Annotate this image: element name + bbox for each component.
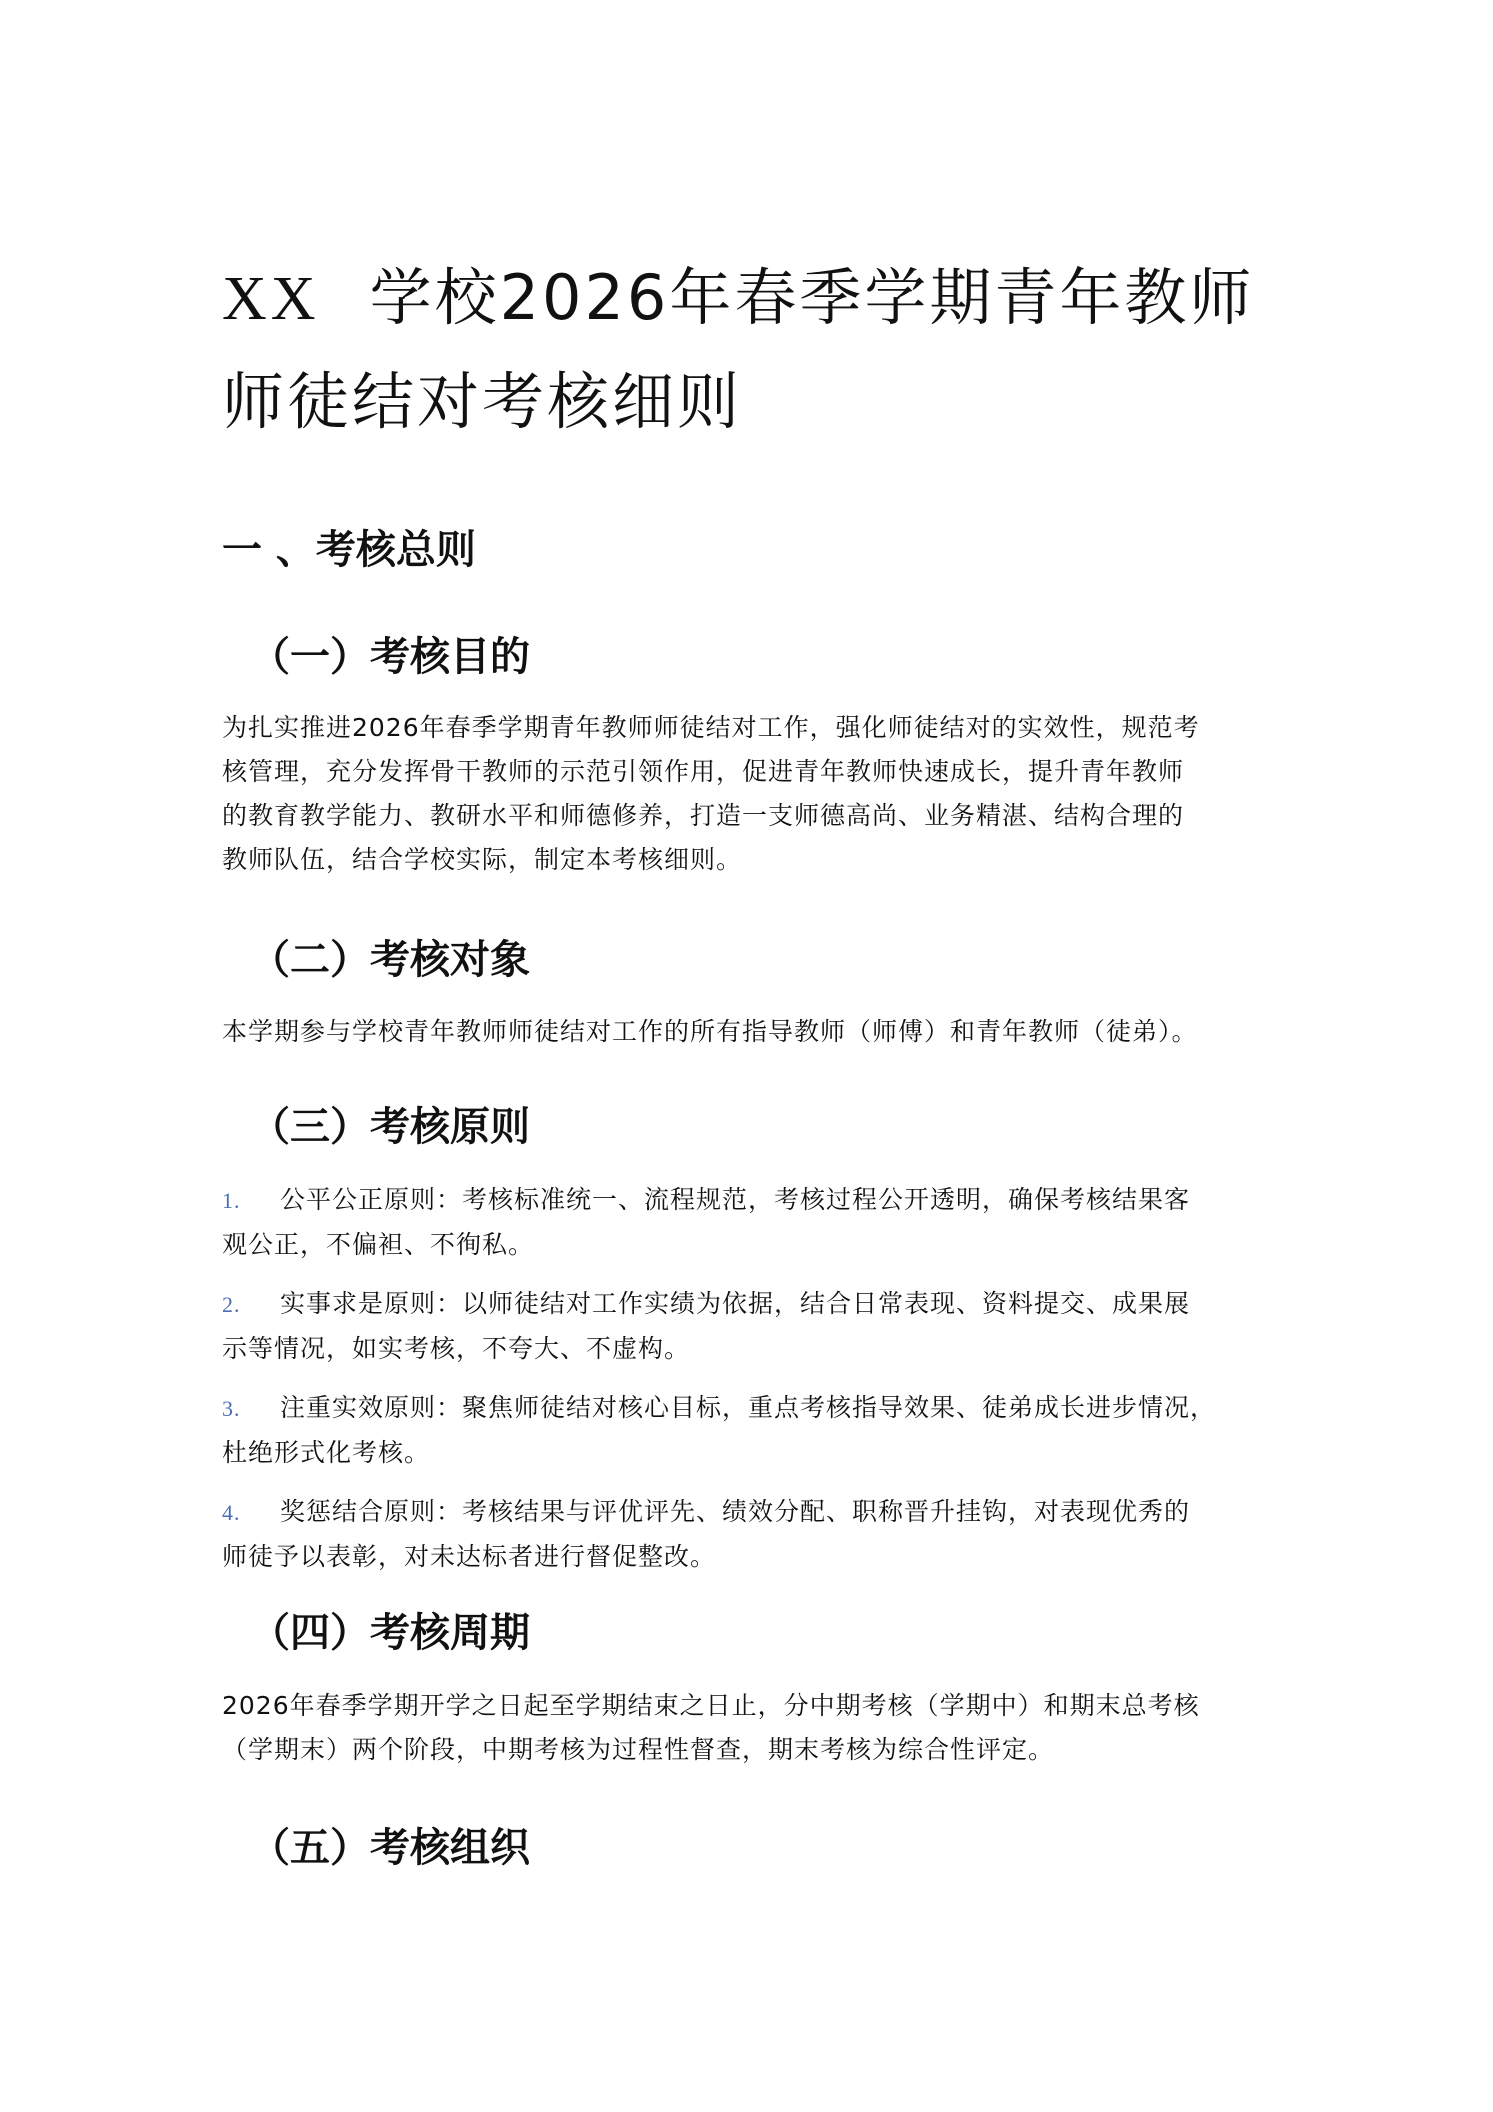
list-item-text: 注重实效原则：聚焦师徒结对核心目标，重点考核指导效果、徒弟成长进步情况， xyxy=(280,1393,1217,1422)
section-heading-general: 一 、考核总则 xyxy=(222,527,476,573)
list-number: 4. xyxy=(222,1500,241,1525)
list-item-text-continued: 示等情况，如实考核，不夸大、不虚构。 xyxy=(222,1334,691,1363)
list-item-text-continued: 师徒予以表彰，对未达标者进行督促整改。 xyxy=(222,1542,717,1571)
paragraph-line: （学期末）两个阶段，中期考核为过程性督查，期末考核为综合性评定。 xyxy=(222,1735,1055,1764)
subsection-heading-target: （二）考核对象 xyxy=(250,937,530,983)
paragraph-line: 的教育教学能力、教研水平和师德修养，打造一支师德高尚、业务精湛、结构合理的 xyxy=(222,801,1185,830)
paragraph-line: 为扎实推进2026年春季学期青年教师师徒结对工作，强化师徒结对的实效性，规范考 xyxy=(222,713,1200,742)
list-item-text-continued: 杜绝形式化考核。 xyxy=(222,1438,431,1467)
title-prefix: XX xyxy=(222,265,320,333)
principle-item-2 xyxy=(222,1282,1282,1371)
title-text-line-1: 学校2026年春季学期青年教师 xyxy=(369,261,1255,334)
subsection-heading-purpose: （一）考核目的 xyxy=(250,634,530,680)
list-number: 3. xyxy=(222,1396,241,1421)
principle-item-1 xyxy=(222,1178,1282,1267)
list-number: 2. xyxy=(222,1292,241,1317)
list-number: 1. xyxy=(222,1188,241,1213)
list-item-text: 公平公正原则：考核标准统一、流程规范，考核过程公开透明，确保考核结果客 xyxy=(280,1185,1191,1214)
subsection-heading-principles: （三）考核原则 xyxy=(250,1104,530,1150)
principle-item-4 xyxy=(222,1490,1282,1579)
paragraph-line: 教师队伍，结合学校实际，制定本考核细则。 xyxy=(222,845,743,874)
paragraph-line: 本学期参与学校青年教师师徒结对工作的所有指导教师（师傅）和青年教师（徒弟）。 xyxy=(222,1017,1198,1046)
subsection-heading-period: （四）考核周期 xyxy=(250,1610,530,1656)
list-item-text: 实事求是原则：以师徒结对工作实绩为依据，结合日常表现、资料提交、成果展 xyxy=(280,1289,1191,1318)
paragraph-line: 核管理，充分发挥骨干教师的示范引领作用，促进青年教师快速成长，提升青年教师 xyxy=(222,757,1185,786)
subsection-heading-organization: （五）考核组织 xyxy=(250,1825,530,1871)
target-paragraph xyxy=(222,1010,1282,1054)
document-title-line-1 xyxy=(222,258,1254,339)
list-item-text: 奖惩结合原则：考核结果与评优评先、绩效分配、职称晋升挂钩，对表现优秀的 xyxy=(280,1497,1191,1526)
document-title-line-2: 师徒结对考核细则 xyxy=(222,365,743,438)
period-paragraph xyxy=(222,1684,1282,1772)
principle-item-3 xyxy=(222,1386,1282,1475)
paragraph-line: 2026年春季学期开学之日起至学期结束之日止，分中期考核（学期中）和期末总考核 xyxy=(222,1691,1200,1720)
list-item-text-continued: 观公正，不偏袒、不徇私。 xyxy=(222,1230,535,1259)
purpose-paragraph xyxy=(222,706,1282,882)
